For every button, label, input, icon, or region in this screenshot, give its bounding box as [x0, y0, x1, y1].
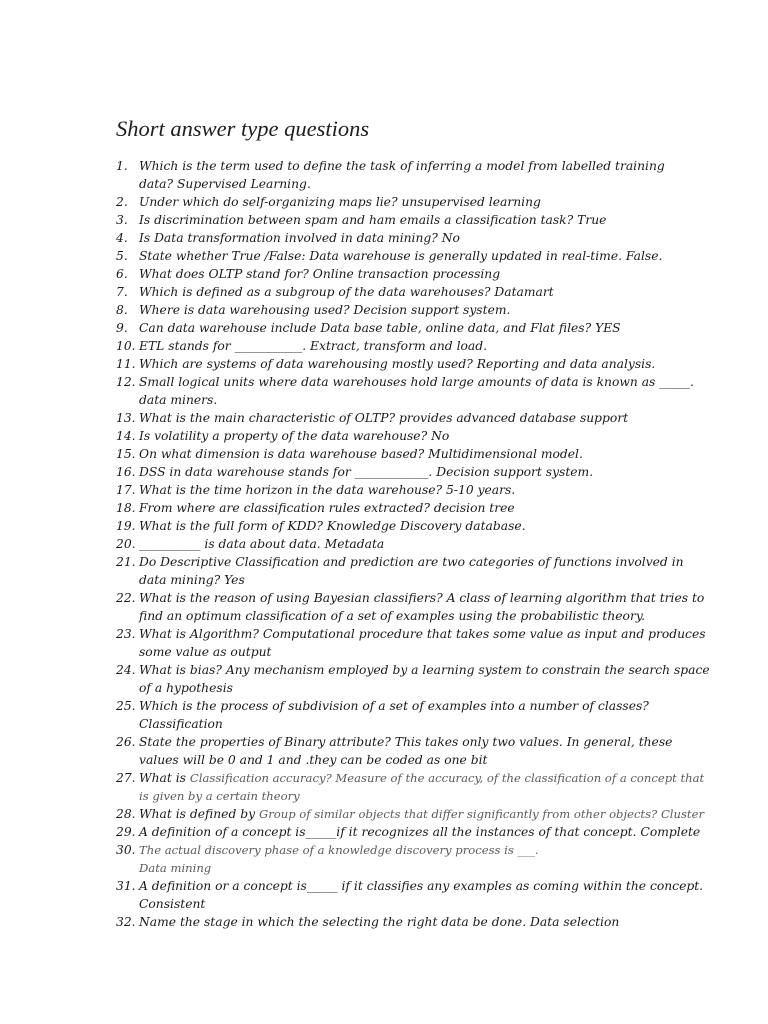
question-text: Where is data warehousing used? Decision support system. [139, 303, 511, 317]
question-item [0, 661, 710, 697]
question-text: Consistent [139, 897, 206, 911]
question-item [0, 283, 684, 301]
question-text: From where are classification rules extracted? decision tree [139, 501, 515, 515]
question-text: Classification [139, 717, 223, 731]
question-number: 18. [116, 501, 136, 515]
question-text: ETL stands for ___________. Extract, transform and load. [139, 339, 488, 353]
question-text: State whether True /False: Data warehouse is generally updated in real-time. False. [139, 249, 663, 263]
question-text: What is the time horizon in the data warehouse? 5-10 years. [139, 483, 516, 497]
question-number: 23. [116, 627, 136, 641]
question-text [139, 805, 704, 823]
question-item [0, 805, 704, 823]
question-list [0, 157, 768, 931]
question-text: Which is the process of subdivision of a set of examples into a number of classes? [139, 699, 649, 713]
question-text: of a hypothesis [139, 681, 233, 695]
question-item [0, 589, 705, 625]
question-answer: Data mining [139, 861, 212, 875]
question-item [0, 193, 684, 211]
question-number: 27. [116, 771, 136, 785]
question-item [0, 877, 704, 913]
question-number: 4. [116, 231, 128, 245]
question-number: 26. [116, 735, 136, 749]
question-number: 24. [116, 663, 136, 677]
question-text [139, 841, 684, 859]
question-item [0, 463, 684, 481]
question-number: 28. [116, 807, 136, 821]
question-number: 20. [116, 537, 136, 551]
question-item [0, 823, 701, 841]
question-item [0, 733, 684, 769]
question-item [0, 481, 684, 499]
question-number: 21. [116, 555, 136, 569]
question-text [139, 769, 705, 787]
question-number: 30. [116, 843, 136, 857]
question-text: What is Algorithm? Computational procedure that takes some value as input and produces [139, 627, 706, 641]
question-number: 10. [116, 339, 136, 353]
question-text: Which are systems of data warehousing mostly used? Reporting and data analysis. [139, 357, 656, 371]
question-item [0, 409, 684, 427]
question-item [0, 355, 684, 373]
question-number: 5. [116, 249, 128, 263]
question-number: 13. [116, 411, 136, 425]
question-text: What is the full form of KDD? Knowledge Discovery database. [139, 519, 526, 533]
question-number: 29. [116, 825, 136, 839]
question-item [0, 427, 684, 445]
question-text: State the properties of Binary attribute? This takes only two values. In general, these [139, 735, 673, 749]
question-item [0, 337, 684, 355]
question-text: A definition of a concept is_____if it recognizes all the instances of that concept. Complete [139, 825, 701, 839]
question-item [0, 373, 694, 409]
question-lead: What is [139, 771, 190, 785]
question-text: A definition or a concept is_____ if it classifies any examples as coming within the concept. [139, 879, 704, 893]
question-text: Name the stage in which the selecting the right data be done. Data selection [139, 915, 620, 929]
question-answer: Classification accuracy? Measure of the accuracy, of the classification of a concept that [189, 771, 705, 785]
question-text: What is bias? Any mechanism employed by a learning system to constrain the search space [139, 663, 710, 677]
question-number: 8. [116, 303, 128, 317]
question-number: 32. [116, 915, 136, 929]
question-number: 7. [116, 285, 128, 299]
question-text: Is Data transformation involved in data mining? No [139, 231, 460, 245]
question-text: some value as output [139, 645, 272, 659]
question-number: 11. [116, 357, 136, 371]
question-text: data miners. [139, 393, 218, 407]
question-number: 15. [116, 447, 136, 461]
question-item [0, 211, 684, 229]
question-text: Under which do self-organizing maps lie? unsupervised learning [139, 195, 541, 209]
question-text: What is the reason of using Bayesian classifiers? A class of learning algorithm that tries to [139, 591, 705, 605]
question-number: 22. [116, 591, 136, 605]
question-item [0, 157, 684, 193]
question-text [139, 787, 684, 805]
question-answer: Group of similar objects that differ significantly from other objects? Cluster [258, 807, 704, 821]
question-item [0, 229, 684, 247]
question-text: values will be 0 and 1 and .they can be coded as one bit [139, 753, 488, 767]
question-item [0, 841, 684, 877]
question-number: 16. [116, 465, 136, 479]
question-item [0, 913, 684, 931]
question-text: data? Supervised Learning. [139, 177, 311, 191]
question-number: 14. [116, 429, 136, 443]
question-item [0, 553, 684, 589]
question-text: data mining? Yes [139, 573, 245, 587]
question-item [0, 517, 684, 535]
question-number: 12. [116, 375, 136, 389]
question-text: Do Descriptive Classification and prediction are two categories of functions involved in [139, 555, 684, 569]
question-text: Is volatility a property of the data warehouse? No [139, 429, 450, 443]
question-item [0, 769, 705, 805]
question-number: 19. [116, 519, 136, 533]
question-text: Which is defined as a subgroup of the data warehouses? Datamart [139, 285, 554, 299]
question-text: Which is the term used to define the task of inferring a model from labelled training [139, 159, 665, 173]
question-text: What is the main characteristic of OLTP? provides advanced database support [139, 411, 629, 425]
question-lead: What is defined by [139, 807, 259, 821]
question-number: 2. [116, 195, 128, 209]
question-text: On what dimension is data warehouse based? Multidimensional model. [139, 447, 583, 461]
question-number: 6. [116, 267, 128, 281]
question-number: 25. [116, 699, 136, 713]
question-item [0, 625, 706, 661]
question-text: Is discrimination between spam and ham emails a classification task? True [139, 213, 607, 227]
question-item [0, 247, 684, 265]
question-item [0, 319, 684, 337]
question-item [0, 535, 684, 553]
question-text: DSS in data warehouse stands for ____________. Decision support system. [139, 465, 594, 479]
question-number: 17. [116, 483, 136, 497]
question-item [0, 697, 684, 733]
question-text: Can data warehouse include Data base table, online data, and Flat files? YES [139, 321, 621, 335]
question-item [0, 301, 684, 319]
question-number: 3. [116, 213, 128, 227]
question-item [0, 499, 684, 517]
question-text: find an optimum classification of a set of examples using the probabilistic theory. [139, 609, 646, 623]
question-text: Small logical units where data warehouses hold large amounts of data is known as _____. [139, 375, 694, 389]
question-number: 9. [116, 321, 128, 335]
question-text: What does OLTP stand for? Online transaction processing [139, 267, 501, 281]
question-text: __________ is data about data. Metadata [139, 537, 385, 551]
question-text [139, 859, 684, 877]
question-number: 1. [116, 159, 128, 173]
question-item [0, 265, 684, 283]
question-answer: The actual discovery phase of a knowledge discovery process is ___. [139, 843, 539, 857]
page-title: Short answer type questions [116, 116, 370, 141]
question-number: 31. [116, 879, 136, 893]
question-item [0, 445, 684, 463]
question-answer: is given by a certain theory [139, 789, 300, 803]
